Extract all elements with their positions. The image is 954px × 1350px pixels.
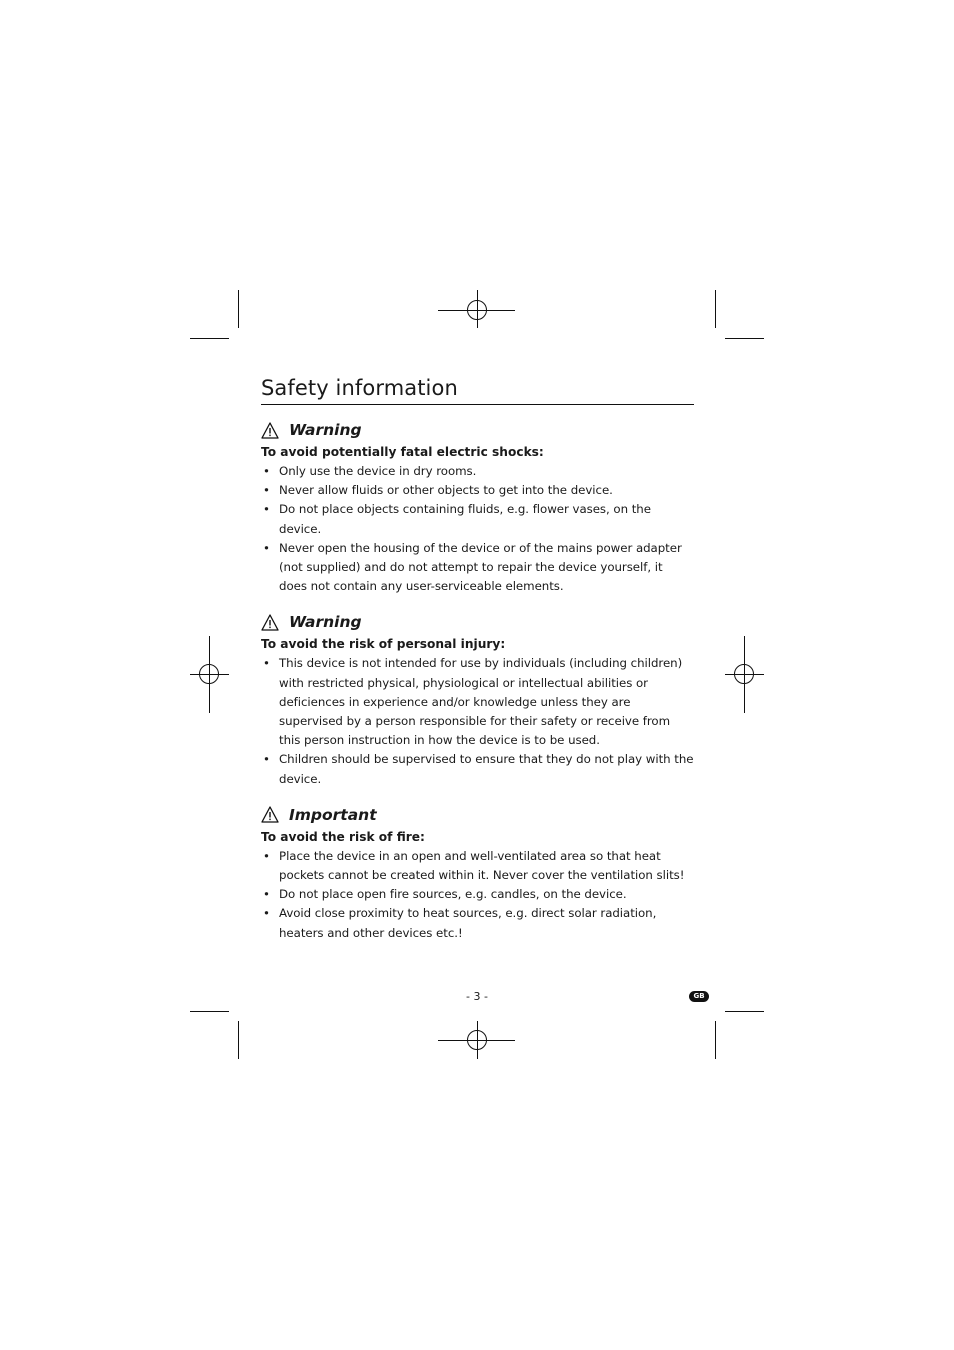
list-item: • Avoid close proximity to heat sources, e.g. direct solar radiation, heaters and other devices etc.! — [261, 904, 694, 942]
list-item: • Only use the device in dry rooms. — [261, 462, 694, 481]
section-subheading: To avoid the risk of fire: — [261, 829, 425, 844]
warning-triangle-icon — [261, 806, 279, 823]
page-number: - 3 - — [466, 990, 488, 1003]
list-item: • Never open the housing of the device or of the mains power adapter (not supplied) and do not attempt to repair the device yourself, it does not contain any user-serviceable elements. — [261, 539, 694, 597]
section-heading — [261, 803, 694, 827]
list-item: • Never allow fluids or other objects to get into the device. — [261, 481, 694, 500]
page-title: Safety information — [261, 374, 694, 405]
warning-triangle-icon — [261, 614, 279, 631]
list-item: • Do not place open fire sources, e.g. candles, on the device. — [261, 885, 694, 904]
section-title: Important — [289, 805, 377, 824]
section-subheading: To avoid potentially fatal electric shocks: — [261, 445, 544, 459]
bullet-list — [261, 847, 694, 943]
bullet-list — [261, 462, 694, 596]
section-heading — [261, 418, 694, 442]
list-item: • Place the device in an open and well-ventilated area so that heat pockets cannot be created within it. Never cover the ventilation slits! — [261, 847, 694, 885]
list-item: • This device is not intended for use by individuals (including children) with restricted physical, physiological or intellectual abilities or deficiences in experience and/or knowledge unless they are supervised by a person responsible for their safety or receive from this person instruction in how the device is to be used. — [261, 654, 694, 750]
section-heading — [261, 610, 694, 634]
section-title: Warning — [289, 613, 362, 632]
safety-content — [261, 374, 694, 943]
bullet-list — [261, 654, 694, 788]
section-important-fire — [261, 803, 694, 943]
section-warning-injury — [261, 610, 694, 788]
section-warning-electric — [261, 418, 694, 596]
section-subheading: To avoid the risk of personal injury: — [261, 637, 506, 652]
language-badge: GB — [689, 991, 709, 1002]
list-item: • Children should be supervised to ensure that they do not play with the device. — [261, 750, 694, 788]
warning-triangle-icon — [261, 422, 279, 439]
list-item: • Do not place objects containing fluids, e.g. flower vases, on the device. — [261, 500, 694, 538]
section-title: Warning — [289, 421, 362, 439]
